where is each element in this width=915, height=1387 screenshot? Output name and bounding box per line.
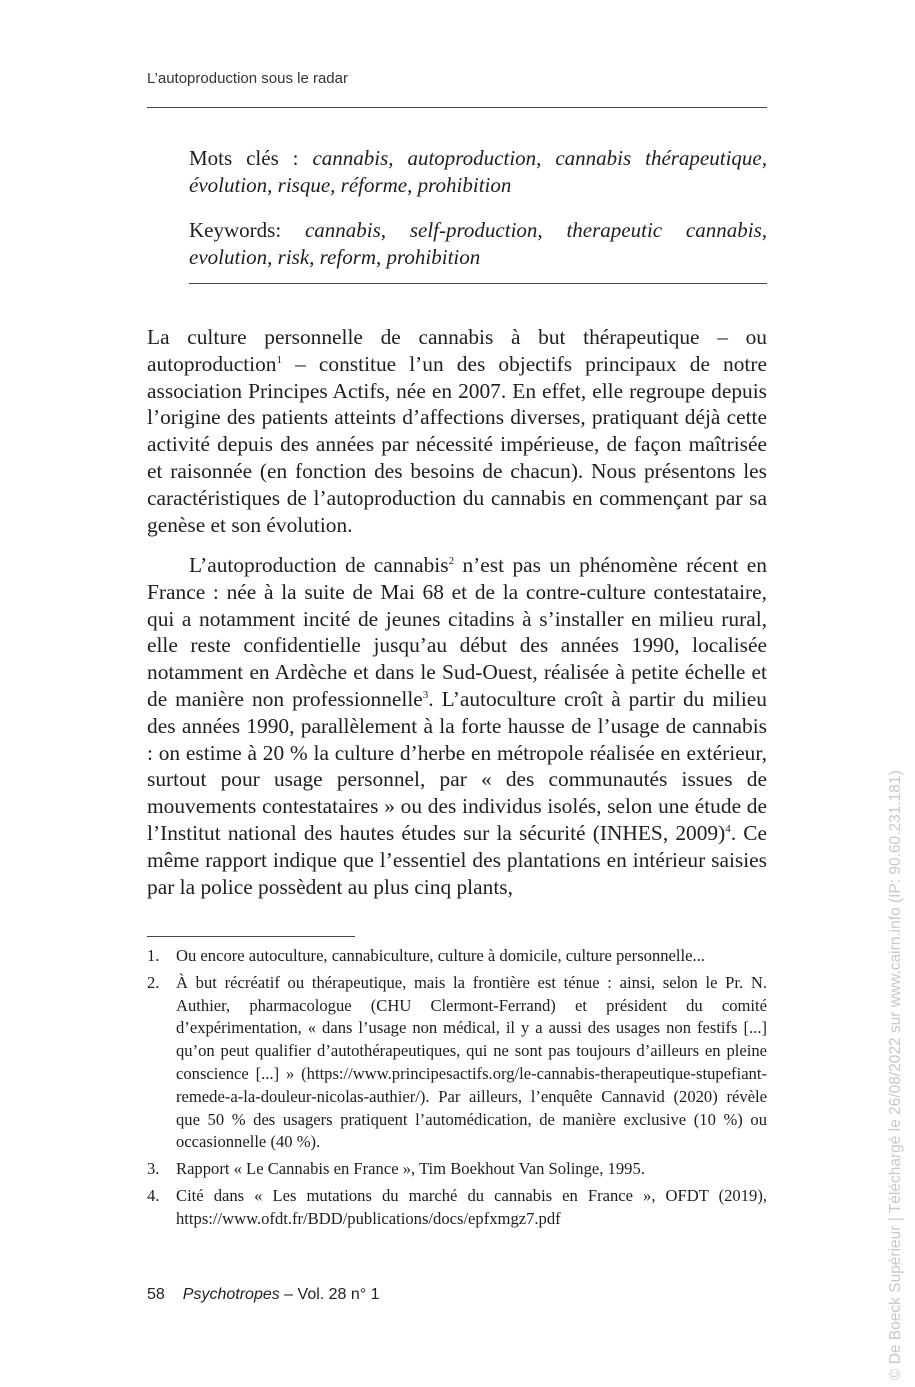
footnote-ref-3: 3 xyxy=(422,688,429,701)
keywords-fr-terms: cannabis, autoproduction, cannabis thérapeutique, évolution, risque, réforme, prohibition xyxy=(189,146,767,197)
footnote-text: Cité dans « Les mutations du marché du cannabis en France », OFDT (2019), https://www.ofdt.fr/BDD/publications/docs/epfxmgz7.pdf xyxy=(176,1185,767,1228)
paragraph-2-text-d: . Ce même rapport indique que l’essentiel des plantations en intérieur saisies par la police possèdent au plus cinq plants, xyxy=(147,820,767,899)
footnote-text: Rapport « Le Cannabis en France », Tim Boekhout Van Solinge, 1995. xyxy=(176,1159,645,1179)
keywords-fr-label: Mots clés : xyxy=(189,146,313,170)
footnote xyxy=(147,1158,767,1181)
paragraph-2-text-c: . L’autoculture croît à partir du milieu des années 1990, parallèlement à la forte hausse de l’usage de cannabis : on estime à 20 % la culture d’herbe en métropole réalisée en extérieur, surtout pour usage personnel, par « des communautés issues de mouvements contestataires » ou des individus isolés, selon une étude de l’Institut national des hautes études sur la sécurité (INHES, 2009) xyxy=(147,686,767,845)
header-rule xyxy=(147,107,767,108)
paragraph-2 xyxy=(147,552,767,900)
download-watermark: © De Boeck Supérieur | Téléchargé le 26/08/2022 sur www.cairn.info (IP: 90.60.231.181) xyxy=(887,770,904,1380)
footnote-ref-2: 2 xyxy=(448,554,455,567)
footnote xyxy=(147,945,767,968)
footnote-rule xyxy=(147,936,355,937)
footnote xyxy=(147,972,767,1154)
keywords-en-label: Keywords: xyxy=(189,218,305,242)
footnote-text: Ou encore autoculture, cannabiculture, culture à domicile, culture personnelle... xyxy=(176,946,705,965)
footnote-number: 1. xyxy=(147,946,160,965)
page-number: 58 xyxy=(147,1286,165,1303)
page-footer xyxy=(147,1286,380,1304)
paragraph-1 xyxy=(147,324,767,538)
footnote-number: 2. xyxy=(147,972,160,992)
keywords-en xyxy=(189,217,767,271)
footnote-ref-4: 4 xyxy=(725,822,731,835)
footnote-ref-1: 1 xyxy=(276,353,283,366)
paragraph-2-text-a: L’autoproduction de cannabis xyxy=(189,553,449,577)
paragraph-2-text-b: n’est pas un phénomène récent en France : née à la suite de Mai 68 et de la contre-culture contestataire, qui a notamment incité de jeunes citadins à s’installer en milieu rural, elle reste confidentielle jusqu’au début des années 1990, localisée notamment en Ardèche et dans le Sud-Ouest, réalisée à petite échelle et de manière non professionnelle xyxy=(147,553,767,711)
running-title: L’autoproduction sous le radar xyxy=(147,70,348,87)
footnote-number: 3. xyxy=(147,1159,160,1179)
paragraph-1-text-b: – constitue l’un des objectifs principaux de notre association Principes Actifs, née en 2007. En effet, elle regroupe depuis l’origine des patients atteints d’affections diverses, pratiquant déjà cette activité depuis des années par nécessité impérieuse, de façon maîtrisée et raisonnée (en fonction des besoins de chacun). Nous présentons les caractéristiques de l’autoproduction du cannabis en commençant par sa genèse et son évolution. xyxy=(147,351,767,537)
footnote xyxy=(147,1185,767,1231)
footnote-number: 4. xyxy=(147,1185,160,1205)
keywords-en-terms: cannabis, self-production, therapeutic cannabis, evolution, risk, reform, prohibition xyxy=(189,218,767,269)
journal-volume: – Vol. 28 n° 1 xyxy=(279,1286,380,1303)
journal-title: Psychotropes xyxy=(182,1286,280,1303)
paragraph-1-text-a: La culture personnelle de cannabis à but thérapeutique – ou autoproduction xyxy=(147,325,767,376)
keywords-rule xyxy=(189,283,767,284)
footnote-text: À but récréatif ou thérapeutique, mais la frontière est ténue : ainsi, selon le Pr. N. Authier, pharmacologue (CHU Clermont-Ferrand) et président du comité d’expérimentation, « dans l’usage non médical, il y a aussi des usages non festifs [...] qu’on peut qualifier d’autothérapeutiques, qui ne sont pas toujours d’ailleurs en pleine conscience [...] » (https://www.principesactifs.org/le-cannabis-therapeutique-stupefiant-remede-a-la-douleur-nicolas-authier/). Par ailleurs, l’enquête Cannavid (2020) révèle que 50 % des usagers pratiquent l’automédication, de manière exclusive (10 %) ou occasionnelle (40 %). xyxy=(176,972,767,1152)
keywords-fr xyxy=(189,145,767,199)
footnotes xyxy=(147,945,767,1235)
